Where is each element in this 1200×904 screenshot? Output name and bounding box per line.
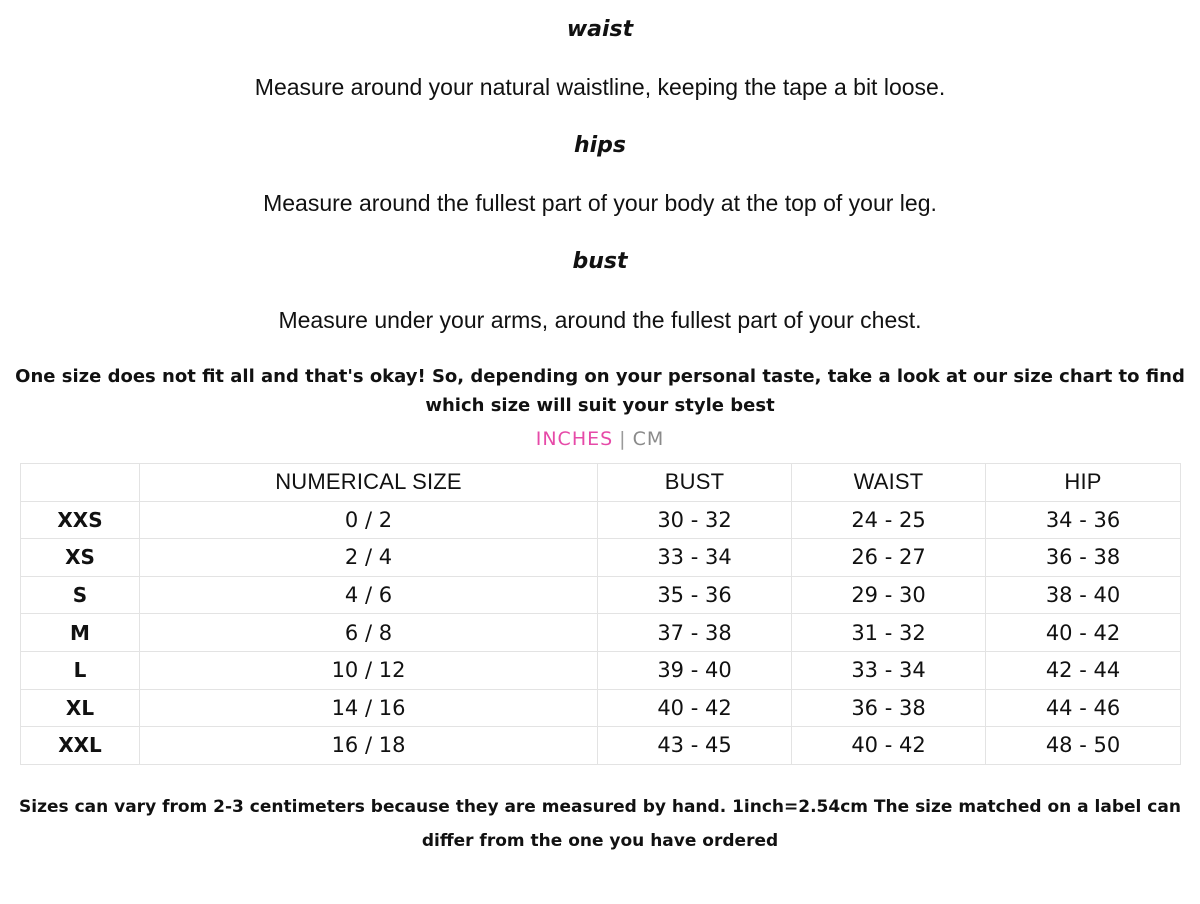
size-label: S (21, 576, 140, 614)
header-numerical-size: NUMERICAL SIZE (140, 464, 598, 502)
size-label: XXS (21, 501, 140, 539)
numerical-size-cell: 16 / 18 (140, 727, 598, 765)
table-header-row (21, 464, 1181, 502)
waist-cell: 36 - 38 (792, 689, 986, 727)
bust-cell: 33 - 34 (598, 539, 792, 577)
waist-cell: 29 - 30 (792, 576, 986, 614)
section-description-bust: Measure under your arms, around the fullest part of your chest. (278, 307, 922, 333)
size-label: L (21, 651, 140, 689)
bust-cell: 43 - 45 (598, 727, 792, 765)
footnote-text: Sizes can vary from 2-3 centimeters because they are measured by hand. 1inch=2.54cm The size matched on a label can differ from the one you have ordered (19, 797, 1181, 851)
section-description-hips: Measure around the fullest part of your body at the top of your leg. (263, 190, 937, 216)
numerical-size-cell: 0 / 2 (140, 501, 598, 539)
bust-cell: 37 - 38 (598, 614, 792, 652)
header-size (21, 464, 140, 502)
section-description-waist: Measure around your natural waistline, keeping the tape a bit loose. (254, 74, 946, 100)
size-label: M (21, 614, 140, 652)
section-heading-waist: waist (566, 17, 634, 42)
bust-cell: 30 - 32 (598, 501, 792, 539)
numerical-size-cell: 14 / 16 (140, 689, 598, 727)
section-heading-bust: bust (572, 249, 628, 274)
hip-cell: 48 - 50 (986, 727, 1181, 765)
unit-toggle (0, 427, 1200, 451)
hip-cell: 38 - 40 (986, 576, 1181, 614)
table-row (21, 539, 1181, 577)
header-hip: HIP (986, 464, 1181, 502)
size-label: XS (21, 539, 140, 577)
numerical-size-cell: 2 / 4 (140, 539, 598, 577)
waist-cell: 33 - 34 (792, 651, 986, 689)
hip-cell: 40 - 42 (986, 614, 1181, 652)
table-row (21, 689, 1181, 727)
unit-inches-tab[interactable]: INCHES (535, 428, 614, 450)
bust-cell: 35 - 36 (598, 576, 792, 614)
numerical-size-cell: 10 / 12 (140, 651, 598, 689)
size-label: XXL (21, 727, 140, 765)
hip-cell: 44 - 46 (986, 689, 1181, 727)
table-row (21, 651, 1181, 689)
header-waist: WAIST (792, 464, 986, 502)
waist-cell: 24 - 25 (792, 501, 986, 539)
numerical-size-cell: 6 / 8 (140, 614, 598, 652)
table-row (21, 576, 1181, 614)
hip-cell: 36 - 38 (986, 539, 1181, 577)
hip-cell: 34 - 36 (986, 501, 1181, 539)
section-heading-hips: hips (573, 133, 627, 158)
numerical-size-cell: 4 / 6 (140, 576, 598, 614)
waist-cell: 31 - 32 (792, 614, 986, 652)
table-row (21, 727, 1181, 765)
hip-cell: 42 - 44 (986, 651, 1181, 689)
waist-cell: 40 - 42 (792, 727, 986, 765)
size-label: XL (21, 689, 140, 727)
intro-text: One size does not fit all and that's okay! So, depending on your personal taste, take a look at our size chart to find which size will suit your style best (15, 366, 1185, 416)
table-row (21, 501, 1181, 539)
unit-cm-tab[interactable]: CM (632, 428, 665, 450)
bust-cell: 40 - 42 (598, 689, 792, 727)
table-row (21, 614, 1181, 652)
unit-separator: | (619, 428, 627, 450)
header-bust: BUST (598, 464, 792, 502)
size-chart-table (20, 463, 1181, 765)
bust-cell: 39 - 40 (598, 651, 792, 689)
waist-cell: 26 - 27 (792, 539, 986, 577)
